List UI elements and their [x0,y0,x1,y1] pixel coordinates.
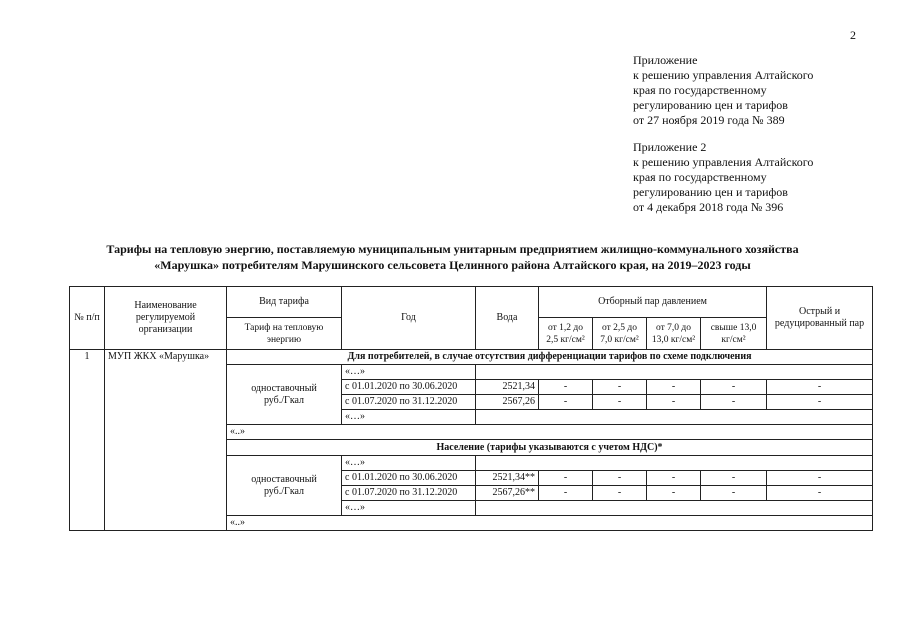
empty-cell [476,410,873,425]
water-cell: 2521,34** [476,471,539,486]
document-title [40,241,865,273]
appendix-line: регулированию цен и тарифов [633,185,788,199]
water-cell: 2567,26 [476,395,539,410]
period-cell: с 01.01.2020 по 30.06.2020 [342,380,476,395]
header-org: Наименование регулируемой организации [105,287,227,350]
appendix-header-1 [633,53,813,128]
ellipsis-cell: «…» [342,501,476,516]
tariff-label [227,456,342,516]
steam-cell: - [647,471,701,486]
ellipsis-cell: «..» [227,425,873,440]
title-line-1: Тарифы на тепловую энергию, поставляемую муниципальным унитарным предприятием жилищно-коммунального хозяйства [106,242,799,256]
tariff-table [69,286,873,531]
row-number: 1 [70,350,105,531]
header-steam-col-3: от 7,0 до 13,0 кг/см² [647,318,701,350]
header-steam: Отборный пар давлением [539,287,767,318]
tariff-label-line: одноставочный [251,382,317,394]
org-name: МУП ЖКХ «Марушка» [105,350,227,531]
sharp-cell: - [767,471,873,486]
header-steam-col-1: от 1,2 до 2,5 кг/см² [539,318,593,350]
section-title: Для потребителей, в случае отсутствия дифференциации тарифов по схеме подключения [227,350,873,365]
steam-cell: - [539,380,593,395]
steam-cell: - [593,380,647,395]
steam-cell: - [647,395,701,410]
tariff-label [227,365,342,425]
appendix-line: Приложение 2 [633,140,707,154]
appendix-line: Приложение [633,53,698,67]
appendix-line: от 27 ноября 2019 года № 389 [633,113,785,127]
appendix-line: регулированию цен и тарифов [633,98,788,112]
steam-cell: - [701,471,767,486]
appendix-line: к решению управления Алтайского [633,68,814,82]
ellipsis-cell: «…» [342,365,476,380]
appendix-line: края по государственному [633,170,767,184]
steam-cell: - [593,395,647,410]
empty-cell [476,456,873,471]
appendix-line: от 4 декабря 2018 года № 396 [633,200,784,214]
steam-cell: - [701,395,767,410]
header-water: Вода [476,287,539,350]
steam-cell: - [539,471,593,486]
period-cell: с 01.07.2020 по 31.12.2020 [342,395,476,410]
tariff-label-line: руб./Гкал [263,485,305,497]
header-year: Год [342,287,476,350]
sharp-cell: - [767,395,873,410]
title-line-2: «Марушка» потребителям Марушинского сельсовета Целинного района Алтайского края, на 2019–2023 годы [154,258,751,272]
header-tariff-heat: Тариф на тепловую энергию [227,318,342,350]
ellipsis-cell: «…» [342,410,476,425]
sharp-cell: - [767,380,873,395]
page-number: 2 [850,28,856,42]
steam-cell: - [593,486,647,501]
steam-cell: - [701,486,767,501]
header-num: № п/п [70,287,105,350]
water-cell: 2567,26** [476,486,539,501]
steam-cell: - [539,486,593,501]
ellipsis-cell: «..» [227,516,873,531]
empty-cell [476,501,873,516]
section-title: Население (тарифы указываются с учетом НДС)* [227,440,873,456]
period-cell: с 01.01.2020 по 30.06.2020 [342,471,476,486]
header-tariff-type: Вид тарифа [227,287,342,318]
appendix-line: к решению управления Алтайского [633,155,814,169]
header-steam-col-4: свыше 13,0 кг/см² [701,318,767,350]
appendix-header-2 [633,140,813,215]
tariff-label-line: руб./Гкал [263,394,305,406]
steam-cell: - [701,380,767,395]
ellipsis-cell: «…» [342,456,476,471]
water-cell: 2521,34 [476,380,539,395]
steam-cell: - [647,380,701,395]
header-sharp-steam: Острый и редуцированный пар [767,287,873,350]
empty-cell [476,365,873,380]
sharp-cell: - [767,486,873,501]
steam-cell: - [539,395,593,410]
tariff-label-line: одноставочный [251,473,317,485]
steam-cell: - [647,486,701,501]
period-cell: с 01.07.2020 по 31.12.2020 [342,486,476,501]
steam-cell: - [593,471,647,486]
header-steam-col-2: от 2,5 до 7,0 кг/см² [593,318,647,350]
appendix-line: края по государственному [633,83,767,97]
